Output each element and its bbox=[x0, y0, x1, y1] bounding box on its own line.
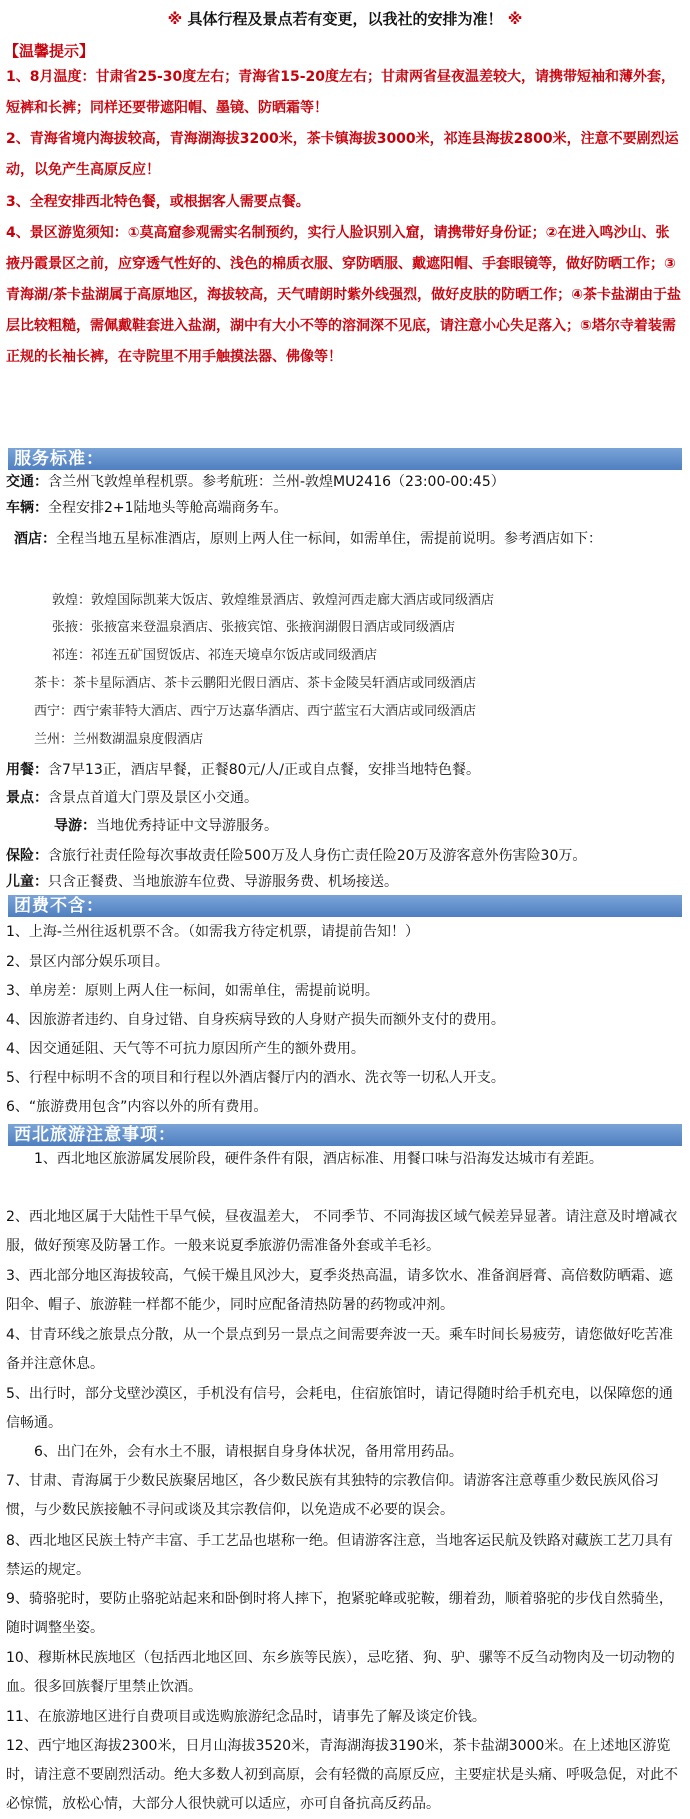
service-vehicle-text: 全程安排2+1陆地头等舱高端商务车。 bbox=[48, 500, 288, 516]
service-children-label: 儿童： bbox=[6, 874, 48, 890]
travel-note: 12、西宁地区海拔2300米，日月山海拔3520米，青海湖海拔3190米，茶卡盐湖3000米。在上述地区游览时，请注意不要剧烈活动。绝大多数人初到高原，会有轻微的高原反应，主要症状是头痛、呼吸急促，对此不必惊慌，放松心情，大部分人很快就可以适应，亦可自备抗高反药品。 bbox=[6, 1738, 678, 1812]
tip-scenic-rules: 4、景区游览须知：①莫高窟参观需实名制预约，实行人脸识别入窟，请携带好身份证；②在进入鸣沙山、张掖丹霞景区之前，应穿透气性好的、浅色的棉质衣服、穿防晒服、戴遮阳帽、手套眼镜等，做好防晒工作；③青海湖/茶卡盐湖属于高原地区，海拔较高，天气晴朗时紫外线强烈，做好皮肤的防晒工作；④茶卡盐湖由于盐层比较粗糙，需佩戴鞋套进入盐湖，湖中有大小不等的溶洞深不见底，请注意小心失足落入；⑤塔尔寺着装需正规的长袖长裤，在寺院里不用手触摸法器、佛像等！ bbox=[6, 225, 681, 365]
excluded-item: 4、因交通延阻、天气等不可抗力原因所产生的额外费用。 bbox=[6, 1041, 365, 1057]
service-insurance-text: 含旅行社责任险每次事故责任险500万及人身伤亡责任险20万及游客意外伤害险30万。 bbox=[48, 848, 587, 864]
tip-temperature: 1、8月温度：甘肃省25-30度左右；青海省15-20度左右；甘肃两省昼夜温差较大，请携带短袖和薄外套，短裤和长裤；同样还要带遮阳帽、墨镜、防晒霜等！ bbox=[6, 69, 676, 116]
hotel-chaka: 茶卡：茶卡星际酒店、茶卡云鹏阳光假日酒店、茶卡金陵吴轩酒店或同级酒店 bbox=[34, 676, 477, 691]
section-bar-excluded: 团费不含： bbox=[8, 895, 682, 917]
travel-note: 3、西北部分地区海拔较高，气候干燥且风沙大，夏季炎热高温，请多饮水、准备润唇膏、高倍数防晒霜、遮阳伞、帽子、旅游鞋一样都不能少，同时应配备清热防暑的药物或冲剂。 bbox=[6, 1268, 673, 1313]
service-insurance bbox=[6, 842, 682, 870]
travel-note: 2、西北地区属于大陆性干旱气候，昼夜温差大， 不同季节、不同海拔区域气候差异显著。请注意及时增减衣服，做好预寒及防暑工作。一般来说夏季旅游仍需准备外套或羊毛衫。 bbox=[6, 1209, 678, 1254]
service-meals bbox=[6, 756, 682, 784]
travel-note: 9、骑骆驼时，要防止骆驼站起来和卧倒时将人摔下，抱紧驼峰或驼鞍，绷着劲，顺着骆驼的步伐自然骑坐，随时调整坐姿。 bbox=[6, 1591, 673, 1636]
service-sights-text: 含景点首道大门票及景区小交通。 bbox=[48, 790, 258, 806]
service-traffic-label: 交通： bbox=[6, 474, 48, 490]
excluded-item: 1、上海-兰州往返机票不含。（如需我方待定机票，请提前告知！） bbox=[6, 924, 419, 940]
travel-note: 1、西北地区旅游属发展阶段，硬件条件有限，酒店标准、用餐口味与沿海发达城市有差距。 bbox=[34, 1151, 603, 1167]
service-sights bbox=[6, 784, 682, 812]
service-vehicle bbox=[6, 494, 682, 522]
tip-meals: 3、全程安排西北特色餐，或根据客人需要点餐。 bbox=[6, 194, 310, 210]
hotel-lanzhou: 兰州：兰州数湖温泉度假酒店 bbox=[34, 732, 204, 747]
hotel-dunhuang: 敦煌：敦煌国际凯莱大饭店、敦煌维景酒店、敦煌河西走廊大酒店或同级酒店 bbox=[52, 593, 495, 608]
reference-mark-right: ※ bbox=[507, 10, 523, 28]
travel-note: 5、出行时，部分戈壁沙漠区，手机没有信号，会耗电，住宿旅馆时，请记得随时给手机充电，以保障您的通信畅通。 bbox=[6, 1386, 673, 1431]
service-meals-label: 用餐： bbox=[6, 762, 48, 778]
travel-note: 4、甘青环线之旅景点分散，从一个景点到另一景点之间需要奔波一天。乘车时间长易疲劳，请您做好吃苦准备并注意休息。 bbox=[6, 1327, 673, 1372]
service-children bbox=[6, 868, 682, 896]
travel-note: 10、穆斯林民族地区（包括西北地区回、东乡族等民族），忌吃猪、狗、驴、骡等不反刍动物肉及一切动物的血。很多回族餐厅里禁止饮酒。 bbox=[6, 1650, 675, 1695]
service-traffic bbox=[6, 468, 682, 496]
excluded-item: 2、景区内部分娱乐项目。 bbox=[6, 954, 169, 970]
hotel-xining: 西宁：西宁索菲特大酒店、西宁万达嘉华酒店、西宁蓝宝石大酒店或同级酒店 bbox=[34, 704, 477, 719]
service-sights-label: 景点： bbox=[6, 790, 48, 806]
service-guide-label: 导游： bbox=[54, 818, 96, 834]
travel-note: 6、出门在外，会有水土不服，请根据自身身体状况，备用常用药品。 bbox=[34, 1444, 463, 1460]
service-vehicle-label: 车辆： bbox=[6, 500, 48, 516]
hotel-zhangye: 张掖：张掖富来登温泉酒店、张掖宾馆、张掖润湖假日酒店或同级酒店 bbox=[52, 620, 456, 635]
change-notice bbox=[0, 8, 690, 29]
service-traffic-text: 含兰州飞敦煌单程机票。参考航班：兰州-敦煌MU2416（23:00-00:45） bbox=[48, 474, 505, 490]
service-meals-text: 含7早13正，酒店早餐，正餐80元/人/正或自点餐，安排当地特色餐。 bbox=[48, 762, 480, 778]
excluded-item: 4、因旅游者违约、自身过错、自身疾病导致的人身财产损失而额外支付的费用。 bbox=[6, 1012, 505, 1028]
travel-note: 11、在旅游地区进行自费项目或选购旅游纪念品时，请事先了解及谈定价钱。 bbox=[6, 1709, 486, 1725]
hotel-qilian: 祁连：祁连五矿国贸饭店、祁连天境卓尔饭店或同级酒店 bbox=[52, 648, 378, 663]
excluded-item: 3、单房差：原则上两人住一标间，如需单住，需提前说明。 bbox=[6, 983, 379, 999]
service-hotel-label: 酒店： bbox=[14, 531, 56, 547]
excluded-item: 6、“旅游费用包含”内容以外的所有费用。 bbox=[6, 1099, 268, 1115]
travel-note: 7、甘肃、青海属于少数民族聚居地区，各少数民族有其独特的宗教信仰。请游客注意尊重少数民族风俗习惯，与少数民族接触不寻问或谈及其宗教信仰，以免造成不必要的误会。 bbox=[6, 1473, 659, 1518]
service-children-text: 只含正餐费、当地旅游车位费、导游服务费、机场接送。 bbox=[48, 874, 398, 890]
service-insurance-label: 保险： bbox=[6, 848, 48, 864]
service-hotel bbox=[14, 525, 682, 553]
change-notice-text: 具体行程及景点若有变更，以我社的安排为准！ bbox=[187, 10, 503, 28]
excluded-item: 5、行程中标明不含的项目和行程以外酒店餐厅内的酒水、洗衣等一切私人开支。 bbox=[6, 1070, 505, 1086]
tips-title: 【温馨提示】 bbox=[4, 42, 95, 60]
section-bar-travel-notes: 西北旅游注意事项： bbox=[8, 1124, 682, 1146]
travel-note: 8、西北地区民族土特产丰富、手工艺品也堪称一绝。但请游客注意，当地客运民航及铁路对藏族工艺刀具有禁运的规定。 bbox=[6, 1533, 673, 1578]
tip-altitude: 2、青海省境内海拔较高，青海湖海拔3200米，茶卡镇海拔3000米，祁连县海拔2800米，注意不要剧烈运动，以免产生高原反应！ bbox=[6, 131, 679, 178]
reference-mark-left: ※ bbox=[167, 10, 183, 28]
service-guide-text: 当地优秀持证中文导游服务。 bbox=[96, 818, 278, 834]
section-bar-service: 服务标准： bbox=[8, 448, 682, 470]
service-hotel-text: 全程当地五星标准酒店，原则上两人住一标间，如需单住，需提前说明。参考酒店如下： bbox=[56, 531, 602, 547]
service-guide bbox=[54, 812, 682, 840]
